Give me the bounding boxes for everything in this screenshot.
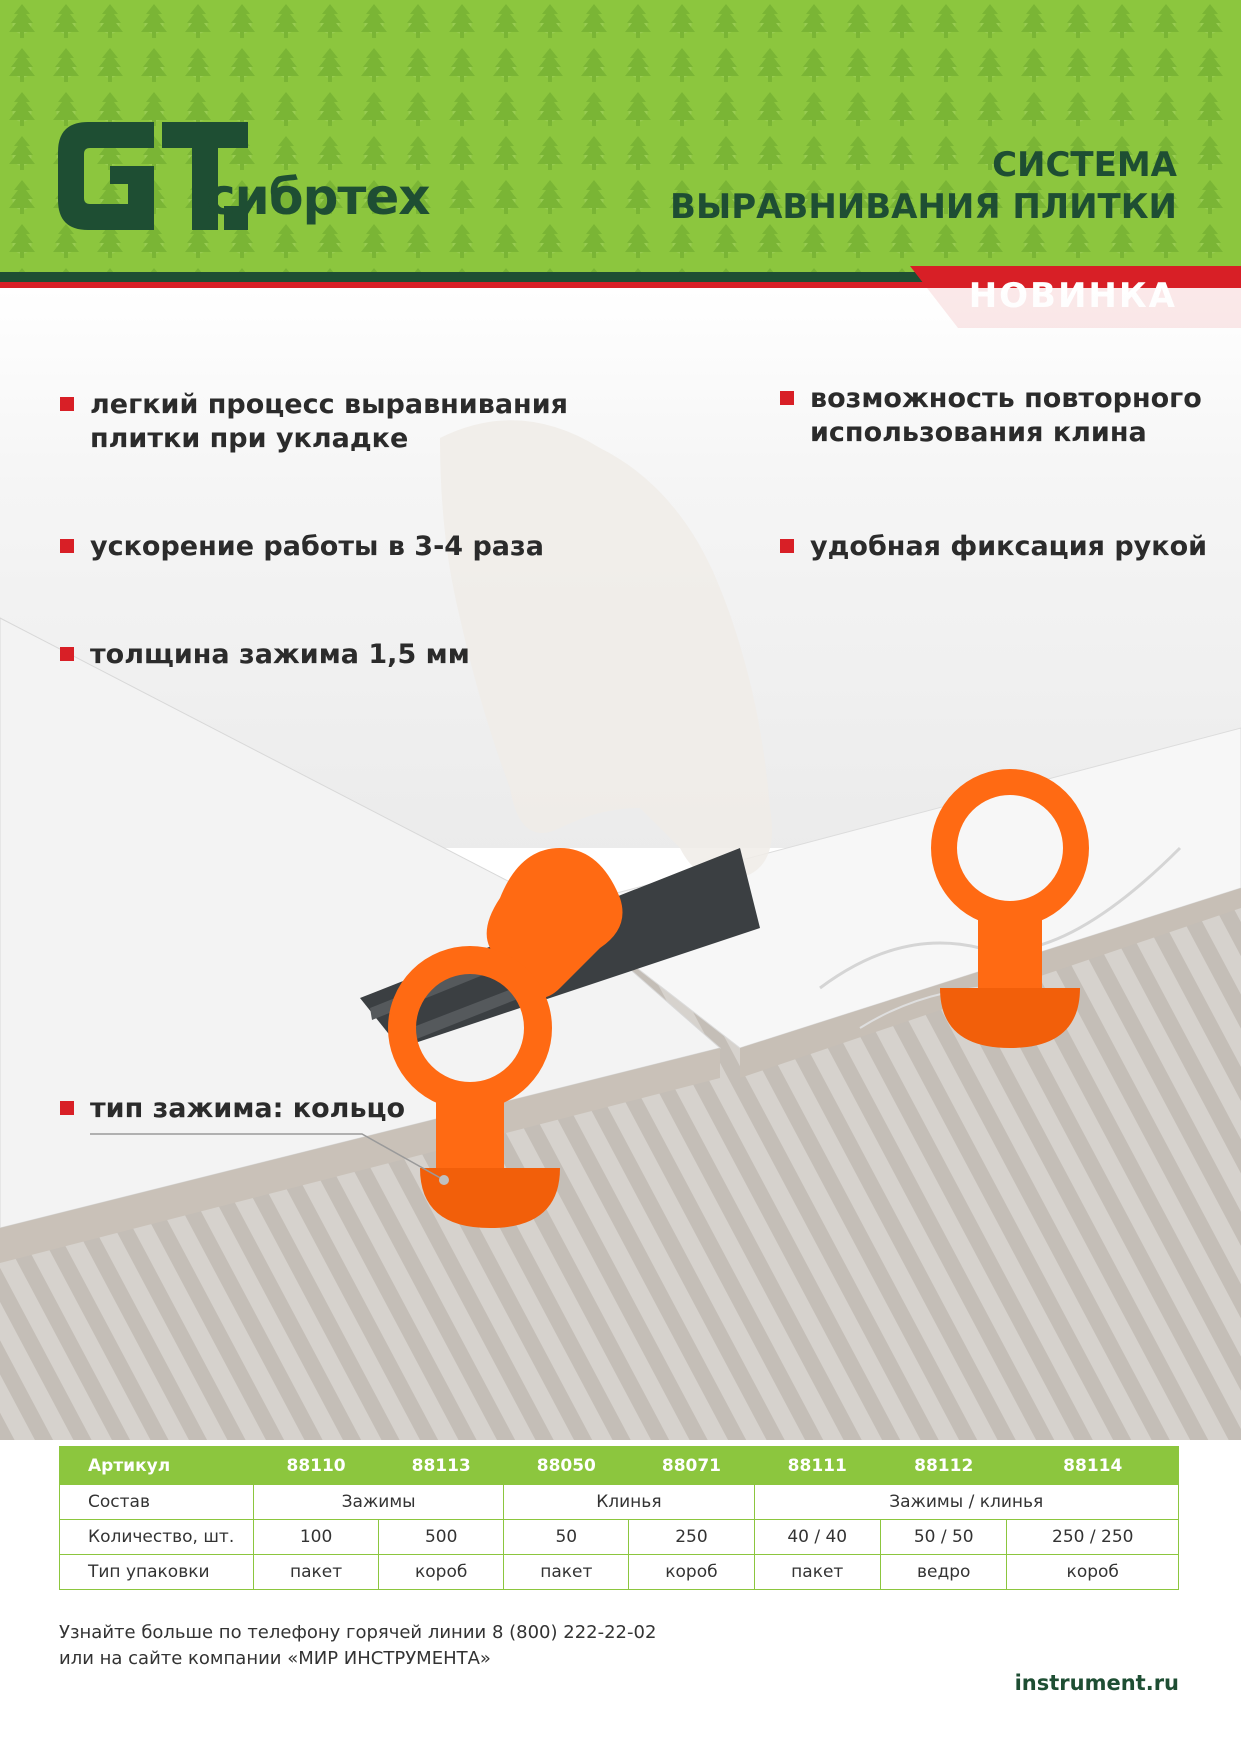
row-label: Тип упаковки	[60, 1555, 254, 1590]
footer-contact	[59, 1620, 656, 1672]
footer-company: или на сайте компании «МИР ИНСТРУМЕНТА»	[59, 1648, 491, 1669]
header-sku: 88114	[1007, 1447, 1179, 1485]
feature-text: легкий процесс выравнивания плитки при укладке	[90, 389, 568, 454]
product-illustration	[0, 288, 1241, 1440]
bullet-marker	[780, 391, 794, 405]
feature-thickness	[90, 638, 610, 672]
callout-clip-type	[90, 1092, 510, 1126]
feature-grip	[810, 530, 1230, 564]
table-cell: Зажимы / клинья	[754, 1485, 1179, 1520]
feature-speed	[90, 530, 610, 564]
feature-text: толщина зажима 1,5 мм	[90, 639, 470, 670]
table-cell: Зажимы	[254, 1485, 504, 1520]
table-header-row	[60, 1447, 1179, 1485]
table-cell: Клинья	[504, 1485, 754, 1520]
bullet-marker	[780, 539, 794, 553]
table-cell: 50 / 50	[880, 1520, 1006, 1555]
title-line-1: СИСТЕМА	[992, 145, 1177, 185]
table-cell: короб	[629, 1555, 754, 1590]
footer-hotline: Узнайте больше по телефону горячей линии 8 (800) 222-22-02	[59, 1622, 657, 1643]
callout-text: тип зажима: кольцо	[90, 1093, 406, 1124]
feature-reuse	[810, 382, 1230, 450]
bullet-marker	[60, 539, 74, 553]
feature-leveling	[90, 388, 610, 456]
spec-table	[59, 1446, 1179, 1590]
feature-text: удобная фиксация рукой	[810, 531, 1208, 562]
table-cell: 40 / 40	[754, 1520, 880, 1555]
table-row-quantity	[60, 1520, 1179, 1555]
header-sku: 88113	[379, 1447, 504, 1485]
title-line-2: ВЫРАВНИВАНИЯ ПЛИТКИ	[670, 187, 1177, 227]
header-sku: 88071	[629, 1447, 754, 1485]
header-sku: 88110	[254, 1447, 379, 1485]
header-sku: 88111	[754, 1447, 880, 1485]
header-sku: 88112	[880, 1447, 1006, 1485]
table-cell: короб	[379, 1555, 504, 1590]
table-cell: пакет	[504, 1555, 629, 1590]
table-cell: 500	[379, 1520, 504, 1555]
table-cell: 100	[254, 1520, 379, 1555]
table-row-packaging	[60, 1555, 1179, 1590]
feature-text: возможность повторного использования клина	[810, 383, 1202, 448]
table-cell: короб	[1007, 1555, 1179, 1590]
bullet-marker	[60, 397, 74, 411]
table-cell: 250	[629, 1520, 754, 1555]
brand-name: сибртех	[206, 168, 430, 226]
table-cell: 50	[504, 1520, 629, 1555]
feature-text: ускорение работы в 3-4 раза	[90, 531, 544, 562]
bullet-marker	[60, 647, 74, 661]
row-label: Состав	[60, 1485, 254, 1520]
footer-website-link[interactable]: instrument.ru	[1014, 1671, 1179, 1695]
table-cell: 250 / 250	[1007, 1520, 1179, 1555]
page-title	[670, 144, 1177, 228]
table-cell: ведро	[880, 1555, 1006, 1590]
header-article: Артикул	[60, 1447, 254, 1485]
table-cell: пакет	[254, 1555, 379, 1590]
header-sku: 88050	[504, 1447, 629, 1485]
table-row-composition	[60, 1485, 1179, 1520]
table-cell: пакет	[754, 1555, 880, 1590]
bullet-marker	[60, 1101, 74, 1115]
row-label: Количество, шт.	[60, 1520, 254, 1555]
